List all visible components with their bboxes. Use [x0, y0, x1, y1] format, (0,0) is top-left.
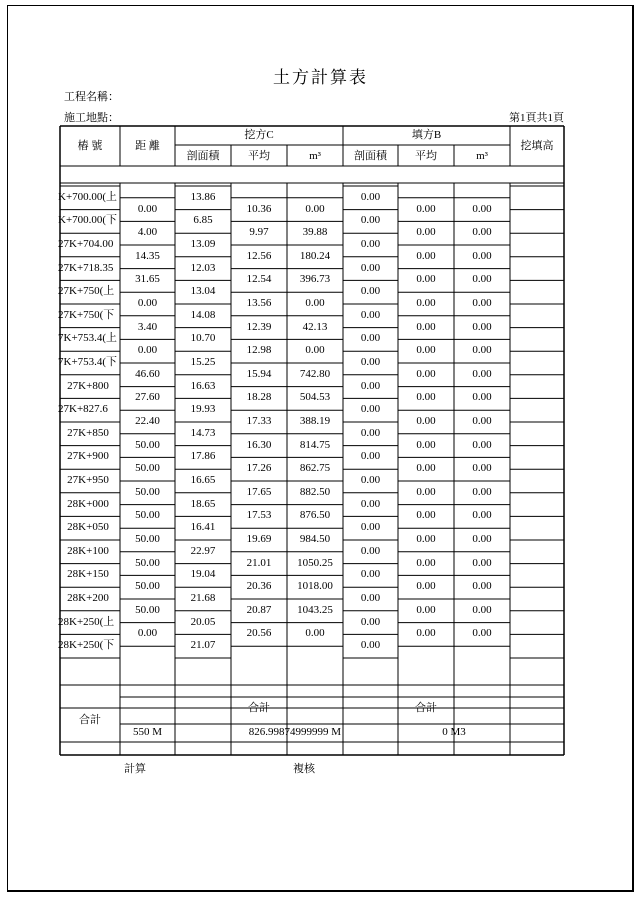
cut-avg-cell: 17.33: [246, 415, 272, 427]
distance-cell: 50.00: [135, 438, 160, 451]
fill-area-cell: 0.00: [360, 332, 381, 345]
header-fill-section-area: 剖面積: [354, 150, 387, 162]
header-cut-group: 挖方C: [244, 129, 274, 141]
fill-area-cell: 0.00: [360, 450, 381, 463]
fill-volume-cell: 0.00: [472, 509, 492, 522]
cut-volume-cell: 876.50: [299, 509, 331, 522]
cut-area-cell: 15.25: [190, 356, 216, 368]
distance-cell: 22.40: [135, 415, 160, 427]
cut-avg-cell: 10.36: [246, 202, 272, 215]
fill-volume-cell: 0.00: [472, 297, 492, 309]
fill-volume-cell: 0.00: [472, 320, 492, 333]
cut-avg-cell: 21.01: [246, 556, 272, 569]
fill-avg-cell: 0.00: [416, 367, 436, 380]
fill-volume-cell: 0.00: [472, 462, 492, 475]
cut-volume-cell: 0.00: [305, 297, 325, 309]
cut-avg-cell: 20.56: [246, 627, 272, 640]
distance-cell: 0.00: [137, 344, 158, 357]
fill-avg-cell: 0.00: [416, 320, 436, 333]
fill-area-cell: 0.00: [360, 497, 381, 510]
fill-volume-cell: 0.00: [472, 344, 492, 357]
cut-volume-cell: 1018.00: [297, 580, 333, 593]
fill-area-cell: 0.00: [360, 474, 381, 486]
fill-volume-cell: 0.00: [472, 556, 492, 569]
fill-area-cell: 0.00: [360, 379, 381, 392]
distance-cell: 27.60: [135, 391, 160, 404]
fill-avg-cell: 0.00: [416, 297, 436, 309]
distance-cell: 4.00: [137, 226, 158, 239]
distance-cell: 50.00: [135, 603, 160, 616]
page-title: 土方計算表: [273, 68, 368, 87]
fill-volume-cell: 0.00: [472, 603, 492, 616]
distance-cell: 50.00: [135, 580, 160, 593]
distance-cell: 50.00: [135, 533, 160, 545]
cut-volume-cell: 42.13: [302, 320, 328, 333]
total-label: 合計: [79, 714, 101, 726]
cut-avg-cell: 20.87: [246, 603, 272, 616]
cut-area-cell: 14.73: [190, 426, 216, 439]
cut-volume-cell: 0.00: [305, 202, 325, 215]
cut-volume-cell: 1043.25: [297, 603, 333, 616]
station-cell: 27K+900: [67, 450, 109, 463]
fill-avg-cell: 0.00: [416, 485, 436, 498]
station-cell: 28K+200: [67, 592, 109, 604]
cut-volume-cell: 180.24: [299, 249, 331, 262]
fill-avg-cell: 0.00: [416, 603, 436, 616]
fill-area-cell: 0.00: [360, 544, 381, 557]
fill-avg-cell: 0.00: [416, 391, 436, 404]
header-cut-average: 平均: [248, 150, 270, 162]
distance-cell: 14.35: [135, 249, 160, 262]
distance-cell: 0.00: [137, 202, 158, 215]
station-cell: 27K+750(上: [58, 285, 115, 298]
fill-avg-cell: 0.00: [416, 627, 436, 640]
station-cell: 28K+100: [67, 544, 109, 557]
fill-volume-cell: 0.00: [472, 226, 492, 239]
fill-area-cell: 0.00: [360, 214, 381, 227]
station-cell: 28K+150: [67, 568, 109, 581]
cut-avg-cell: 17.53: [246, 509, 272, 522]
cut-area-cell: 13.09: [190, 238, 216, 250]
station-cell: 27K+718.35: [58, 261, 114, 274]
cut-avg-cell: 20.36: [246, 580, 272, 593]
cut-area-cell: 10.70: [190, 332, 216, 345]
cut-area-cell: 17.86: [190, 450, 216, 463]
fill-avg-cell: 0.00: [416, 226, 436, 239]
distance-cell: 46.60: [135, 367, 160, 380]
fill-total-value: 0 M3: [442, 726, 466, 738]
cut-avg-cell: 18.28: [246, 391, 272, 404]
cut-avg-cell: 12.54: [246, 273, 272, 286]
cut-area-cell: 13.86: [190, 190, 216, 203]
fill-area-cell: 0.00: [360, 285, 381, 298]
cut-area-cell: 14.08: [190, 308, 216, 321]
cut-total-label: 合計: [248, 702, 270, 714]
station-cell: 7K+753.4(上: [58, 332, 118, 345]
cut-avg-cell: 12.39: [246, 320, 272, 333]
cut-avg-cell: 19.69: [246, 533, 272, 545]
station-cell: K+700.00(下: [58, 214, 118, 227]
cut-avg-cell: 12.56: [246, 249, 272, 262]
distance-cell: 3.40: [137, 320, 158, 333]
cut-volume-cell: 0.00: [305, 344, 325, 357]
distance-cell: 50.00: [135, 556, 160, 569]
cut-volume-cell: 39.88: [302, 226, 328, 239]
cut-volume-cell: 1050.25: [297, 556, 333, 569]
cut-volume-cell: 984.50: [299, 533, 331, 545]
fill-area-cell: 0.00: [360, 568, 381, 581]
fill-avg-cell: 0.00: [416, 273, 436, 286]
fill-area-cell: 0.00: [360, 521, 381, 534]
fill-area-cell: 0.00: [360, 356, 381, 368]
fill-avg-cell: 0.00: [416, 509, 436, 522]
fill-volume-cell: 0.00: [472, 391, 492, 404]
cut-area-cell: 16.63: [190, 379, 216, 392]
fill-area-cell: 0.00: [360, 639, 381, 652]
header-cut-volume: m³: [309, 150, 321, 162]
project-name-label: 工程名稱：: [64, 91, 119, 103]
cut-area-cell: 6.85: [193, 214, 213, 227]
header-distance: 距 離: [135, 140, 160, 152]
fill-avg-cell: 0.00: [416, 415, 436, 427]
station-cell: 27K+750(下: [58, 308, 115, 321]
station-cell: 28K+050: [67, 521, 109, 534]
distance-cell: 0.00: [137, 627, 158, 640]
fill-area-cell: 0.00: [360, 592, 381, 604]
fill-avg-cell: 0.00: [416, 438, 436, 451]
fill-total-label: 合計: [415, 702, 437, 714]
fill-volume-cell: 0.00: [472, 533, 492, 545]
fill-area-cell: 0.00: [360, 308, 381, 321]
station-cell: 27K+800: [67, 379, 109, 392]
total-distance: 550 M: [132, 726, 163, 738]
cut-area-cell: 20.05: [190, 615, 216, 628]
header-fill-volume: m³: [476, 150, 488, 162]
fill-avg-cell: 0.00: [416, 580, 436, 593]
cut-area-cell: 21.68: [190, 592, 216, 604]
station-cell: 28K+250(上: [58, 615, 115, 628]
header-cut-section-area: 剖面積: [186, 150, 220, 162]
station-cell: K+700.00(上: [58, 190, 118, 203]
header-fill-group: 填方B: [411, 129, 442, 141]
fill-volume-cell: 0.00: [472, 202, 492, 215]
fill-avg-cell: 0.00: [416, 556, 436, 569]
station-cell: 27K+850: [67, 426, 109, 439]
cut-area-cell: 19.93: [190, 403, 216, 416]
fill-volume-cell: 0.00: [472, 485, 492, 498]
fill-volume-cell: 0.00: [472, 249, 492, 262]
cut-avg-cell: 13.56: [246, 297, 272, 309]
fill-volume-cell: 0.00: [472, 273, 492, 286]
cut-volume-cell: 742.80: [299, 367, 331, 380]
cut-avg-cell: 17.26: [246, 462, 272, 475]
cut-avg-cell: 9.97: [249, 226, 269, 239]
cut-area-cell: 21.07: [190, 639, 216, 652]
fill-avg-cell: 0.00: [416, 462, 436, 475]
fill-volume-cell: 0.00: [472, 415, 492, 427]
cut-volume-cell: 396.73: [299, 273, 331, 286]
distance-cell: 0.00: [137, 297, 158, 309]
page-info: 第1頁共1頁: [509, 112, 564, 124]
cut-avg-cell: 12.98: [246, 344, 272, 357]
header-fill-average: 平均: [415, 150, 437, 162]
fill-area-cell: 0.00: [360, 426, 381, 439]
fill-volume-cell: 0.00: [472, 367, 492, 380]
distance-cell: 31.65: [135, 273, 160, 286]
cut-avg-cell: 16.30: [246, 438, 272, 451]
cut-area-cell: 16.41: [190, 521, 216, 534]
cut-total-value: 826.99874999999 M: [248, 726, 341, 738]
cut-area-cell: 16.65: [190, 474, 216, 486]
fill-volume-cell: 0.00: [472, 627, 492, 640]
cut-volume-cell: 504.53: [299, 391, 331, 404]
cut-area-cell: 13.04: [190, 285, 216, 298]
station-cell: 27K+827.6: [58, 403, 108, 416]
cut-volume-cell: 882.50: [299, 485, 331, 498]
cut-volume-cell: 862.75: [299, 462, 331, 475]
fill-area-cell: 0.00: [360, 261, 381, 274]
review-label: 複核: [293, 763, 315, 775]
fill-area-cell: 0.00: [360, 190, 381, 203]
distance-cell: 50.00: [135, 509, 160, 522]
fill-avg-cell: 0.00: [416, 533, 436, 545]
fill-avg-cell: 0.00: [416, 202, 436, 215]
distance-cell: 50.00: [135, 462, 160, 475]
station-cell: 27K+950: [67, 474, 109, 486]
cut-volume-cell: 814.75: [299, 438, 331, 451]
station-cell: 28K+250(下: [58, 639, 115, 652]
calc-label: 計算: [124, 763, 146, 775]
cut-avg-cell: 17.65: [246, 485, 272, 498]
station-cell: 28K+000: [67, 497, 109, 510]
station-cell: 27K+704.00: [58, 238, 114, 250]
fill-avg-cell: 0.00: [416, 249, 436, 262]
fill-avg-cell: 0.00: [416, 344, 436, 357]
cut-area-cell: 18.65: [190, 497, 216, 510]
header-station: 樁 號: [77, 140, 103, 152]
location-label: 施工地點：: [64, 112, 119, 124]
fill-volume-cell: 0.00: [472, 438, 492, 451]
cut-avg-cell: 15.94: [246, 367, 272, 380]
cut-area-cell: 12.03: [190, 261, 216, 274]
fill-area-cell: 0.00: [360, 403, 381, 416]
cut-volume-cell: 0.00: [305, 627, 325, 640]
cut-area-cell: 22.97: [190, 544, 216, 557]
distance-cell: 50.00: [135, 485, 160, 498]
cut-volume-cell: 388.19: [299, 415, 331, 427]
fill-volume-cell: 0.00: [472, 580, 492, 593]
station-cell: 7K+753.4(下: [58, 356, 118, 368]
fill-area-cell: 0.00: [360, 615, 381, 628]
cut-area-cell: 19.04: [190, 568, 216, 581]
fill-area-cell: 0.00: [360, 238, 381, 250]
header-cut-fill-height: 挖填高: [520, 140, 554, 152]
